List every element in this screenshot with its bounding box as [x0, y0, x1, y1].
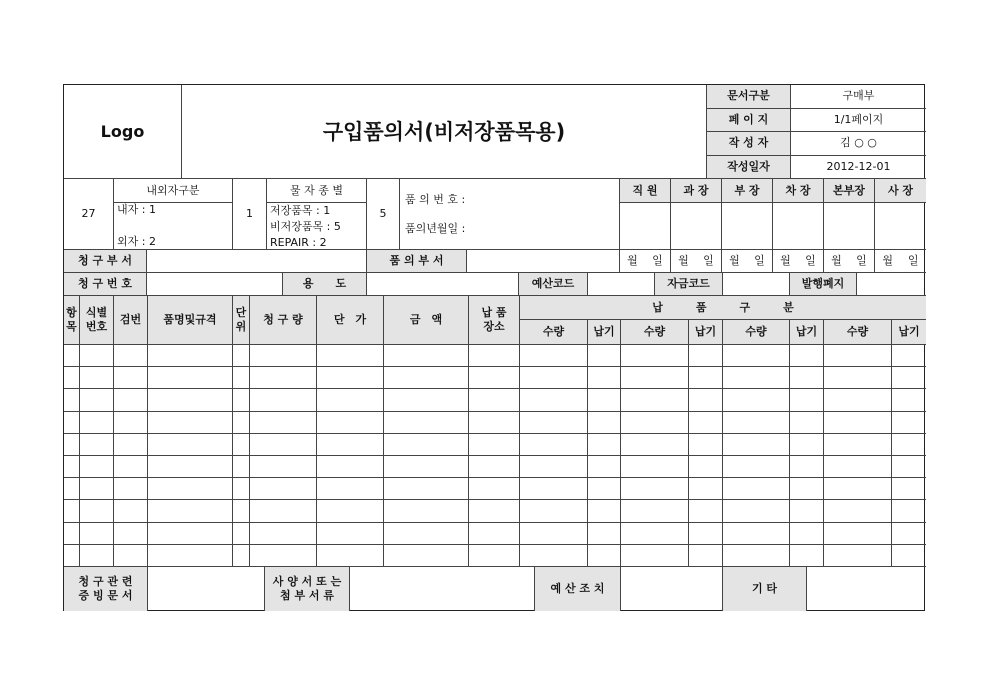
month-label: 월 — [678, 254, 689, 267]
approval-title-2: 부 장 — [722, 179, 773, 203]
table-cell[interactable] — [64, 389, 80, 411]
table-cell[interactable] — [689, 523, 723, 545]
table-cell[interactable] — [233, 367, 250, 389]
table-cell[interactable] — [64, 456, 80, 478]
table-cell[interactable] — [64, 345, 80, 367]
table-cell[interactable] — [148, 367, 233, 389]
table-cell[interactable] — [80, 345, 114, 367]
col-place: 납 품 장소 — [469, 296, 520, 345]
day-label: 일 — [856, 254, 867, 267]
stock-item-value: 저장품목 : 1 — [270, 204, 331, 217]
col-unit-price: 단 가 — [317, 296, 384, 345]
month-label: 월 — [882, 254, 894, 267]
table-cell[interactable] — [824, 500, 892, 522]
table-cell[interactable] — [723, 367, 790, 389]
table-cell[interactable] — [790, 345, 824, 367]
table-cell[interactable] — [80, 500, 114, 522]
table-cell[interactable] — [621, 545, 689, 567]
meta-label-1: 페 이 지 — [707, 109, 791, 133]
table-cell[interactable] — [723, 389, 790, 411]
material-type-label: 물 자 종 별 — [267, 179, 367, 203]
month-label: 월 — [627, 254, 638, 267]
table-cell[interactable] — [80, 523, 114, 545]
table-cell[interactable] — [588, 545, 621, 567]
table-cell[interactable] — [469, 478, 520, 500]
table-cell[interactable] — [469, 345, 520, 367]
table-cell[interactable] — [790, 478, 824, 500]
table-cell[interactable] — [317, 478, 384, 500]
table-cell[interactable] — [824, 345, 892, 367]
footer-docs-label: 청 구 관 련 증 빙 문 서 — [64, 567, 148, 611]
budget-code-label: 예산코드 — [519, 273, 588, 296]
footer-budget-label: 예 산 조 치 — [535, 567, 621, 611]
table-cell[interactable] — [790, 545, 824, 567]
table-cell[interactable] — [148, 500, 233, 522]
table-cell[interactable] — [824, 545, 892, 567]
request-dept-label: 청 구 부 서 — [64, 250, 147, 273]
table-cell[interactable] — [384, 412, 469, 434]
table-cell[interactable] — [588, 389, 621, 411]
approval-dept-value[interactable] — [467, 250, 620, 273]
footer-etc-value[interactable] — [807, 567, 926, 611]
footer-spec-value[interactable] — [350, 567, 535, 611]
table-cell[interactable] — [469, 412, 520, 434]
table-cell[interactable] — [469, 456, 520, 478]
internal-value: 내자 : 1 — [117, 203, 156, 216]
table-cell[interactable] — [689, 345, 723, 367]
table-cell[interactable] — [892, 367, 926, 389]
table-cell[interactable] — [892, 456, 926, 478]
table-cell[interactable] — [723, 345, 790, 367]
document-title: 구입품의서(비저장품목용) — [182, 85, 707, 179]
table-cell[interactable] — [892, 523, 926, 545]
approval-title-3: 차 장 — [773, 179, 824, 203]
fund-code-value[interactable] — [723, 273, 790, 296]
col-inspection: 검번 — [114, 296, 148, 345]
approval-sign-5[interactable] — [875, 203, 926, 250]
table-cell[interactable] — [469, 367, 520, 389]
budget-code-value[interactable] — [588, 273, 655, 296]
table-cell[interactable] — [114, 478, 148, 500]
table-cell[interactable] — [80, 456, 114, 478]
table-cell[interactable] — [384, 500, 469, 522]
approval-title-1: 과 장 — [671, 179, 722, 203]
table-cell[interactable] — [723, 412, 790, 434]
table-cell[interactable] — [621, 456, 689, 478]
approval-title-5: 사 장 — [875, 179, 926, 203]
request-no-label: 청 구 번 호 — [64, 273, 147, 296]
approval-date-5 — [875, 250, 926, 273]
table-cell[interactable] — [148, 412, 233, 434]
table-cell[interactable] — [588, 500, 621, 522]
meta-label-2: 작 성 자 — [707, 132, 791, 156]
col-id-no: 식별 번호 — [80, 296, 114, 345]
table-cell[interactable] — [790, 389, 824, 411]
table-cell[interactable] — [588, 523, 621, 545]
approval-dept-label: 품 의 부 서 — [367, 250, 467, 273]
table-cell[interactable] — [317, 545, 384, 567]
table-cell[interactable] — [80, 434, 114, 456]
table-cell[interactable] — [588, 434, 621, 456]
table-cell[interactable] — [689, 545, 723, 567]
table-cell[interactable] — [824, 389, 892, 411]
table-cell[interactable] — [80, 389, 114, 411]
table-cell[interactable] — [233, 545, 250, 567]
table-cell[interactable] — [250, 412, 317, 434]
table-cell[interactable] — [317, 345, 384, 367]
table-cell[interactable] — [148, 478, 233, 500]
table-cell[interactable] — [384, 523, 469, 545]
usage-label: 용 도 — [283, 273, 367, 296]
table-cell[interactable] — [520, 434, 588, 456]
table-cell[interactable] — [469, 500, 520, 522]
table-cell[interactable] — [469, 523, 520, 545]
approval-sign-4[interactable] — [824, 203, 875, 250]
purchase-request-form — [63, 84, 925, 611]
approval-sign-2[interactable] — [722, 203, 773, 250]
col-delivery-group: 납 품 구 분 — [520, 296, 926, 320]
approval-date-2 — [722, 250, 773, 273]
table-cell[interactable] — [250, 434, 317, 456]
table-cell[interactable] — [790, 456, 824, 478]
col-sub-qty: 수량 — [520, 320, 588, 345]
fund-code-label: 자금코드 — [655, 273, 723, 296]
table-cell[interactable] — [621, 500, 689, 522]
table-cell[interactable] — [520, 478, 588, 500]
col-unit: 단 위 — [233, 296, 250, 345]
request-dept-value[interactable] — [147, 250, 367, 273]
table-cell[interactable] — [317, 412, 384, 434]
table-cell[interactable] — [892, 434, 926, 456]
table-cell[interactable] — [250, 367, 317, 389]
table-cell[interactable] — [892, 389, 926, 411]
material-type-values — [267, 203, 367, 250]
table-cell[interactable] — [520, 412, 588, 434]
approval-date-1 — [671, 250, 722, 273]
table-cell[interactable] — [892, 500, 926, 522]
table-cell[interactable] — [64, 367, 80, 389]
table-cell[interactable] — [114, 389, 148, 411]
table-cell[interactable] — [250, 523, 317, 545]
table-cell[interactable] — [384, 456, 469, 478]
table-cell[interactable] — [317, 456, 384, 478]
table-cell[interactable] — [233, 434, 250, 456]
table-cell[interactable] — [520, 456, 588, 478]
meta-label-3: 작성일자 — [707, 156, 791, 180]
table-cell[interactable] — [689, 500, 723, 522]
table-cell[interactable] — [80, 478, 114, 500]
discard-value[interactable] — [857, 273, 926, 296]
day-label: 일 — [703, 254, 714, 267]
table-cell[interactable] — [723, 478, 790, 500]
day-label: 일 — [754, 254, 765, 267]
table-cell[interactable] — [384, 434, 469, 456]
table-cell[interactable] — [469, 434, 520, 456]
logo: Logo — [64, 85, 182, 179]
approval-number-date — [400, 179, 620, 250]
table-cell[interactable] — [621, 434, 689, 456]
table-cell[interactable] — [790, 412, 824, 434]
approval-date-4 — [824, 250, 875, 273]
footer-docs-value[interactable] — [148, 567, 265, 611]
table-cell[interactable] — [317, 500, 384, 522]
table-cell[interactable] — [80, 412, 114, 434]
table-cell[interactable] — [824, 478, 892, 500]
table-cell[interactable] — [233, 500, 250, 522]
table-cell[interactable] — [64, 523, 80, 545]
table-cell[interactable] — [233, 523, 250, 545]
count-material-type: 1 — [233, 179, 267, 250]
approval-sign-0[interactable] — [620, 203, 671, 250]
meta-value-2: 김 ○ ○ — [791, 132, 926, 156]
table-cell[interactable] — [520, 545, 588, 567]
table-cell[interactable] — [114, 456, 148, 478]
table-cell[interactable] — [384, 478, 469, 500]
table-cell[interactable] — [114, 345, 148, 367]
table-cell[interactable] — [469, 389, 520, 411]
table-cell[interactable] — [520, 367, 588, 389]
table-cell[interactable] — [689, 367, 723, 389]
approval-date-3 — [773, 250, 824, 273]
table-cell[interactable] — [588, 478, 621, 500]
approval-title-0: 직 원 — [620, 179, 671, 203]
table-cell[interactable] — [317, 389, 384, 411]
table-cell[interactable] — [317, 367, 384, 389]
table-cell[interactable] — [621, 389, 689, 411]
day-label: 일 — [805, 254, 816, 267]
table-cell[interactable] — [317, 434, 384, 456]
month-label: 월 — [729, 254, 740, 267]
col-sub-qty: 수량 — [621, 320, 689, 345]
table-cell[interactable] — [824, 367, 892, 389]
request-no-value[interactable] — [147, 273, 283, 296]
repair-value: REPAIR : 2 — [270, 236, 327, 249]
col-sub-qty: 수량 — [824, 320, 892, 345]
table-cell[interactable] — [621, 367, 689, 389]
table-cell[interactable] — [114, 412, 148, 434]
table-cell[interactable] — [520, 523, 588, 545]
table-cell[interactable] — [723, 545, 790, 567]
table-cell[interactable] — [80, 545, 114, 567]
table-cell[interactable] — [588, 367, 621, 389]
table-cell[interactable] — [148, 389, 233, 411]
meta-value-0: 구매부 — [791, 85, 926, 109]
table-cell[interactable] — [80, 367, 114, 389]
table-cell[interactable] — [723, 434, 790, 456]
col-sub-date: 납기 — [588, 320, 621, 345]
approval-sign-1[interactable] — [671, 203, 722, 250]
external-value: 외자 : 2 — [117, 235, 156, 248]
table-cell[interactable] — [317, 523, 384, 545]
meta-value-3: 2012-12-01 — [791, 156, 926, 180]
table-cell[interactable] — [250, 389, 317, 411]
table-cell[interactable] — [621, 412, 689, 434]
table-cell[interactable] — [233, 456, 250, 478]
footer-etc-label: 기 타 — [723, 567, 807, 611]
col-sub-qty: 수량 — [723, 320, 790, 345]
table-cell[interactable] — [588, 412, 621, 434]
meta-value-1: 1/1페이지 — [791, 109, 926, 133]
table-cell[interactable] — [723, 500, 790, 522]
table-cell[interactable] — [233, 412, 250, 434]
table-cell[interactable] — [384, 367, 469, 389]
col-sub-date: 납기 — [790, 320, 824, 345]
internal-external-values — [114, 203, 233, 250]
table-cell[interactable] — [723, 523, 790, 545]
approval-number-label: 품 의 번 호 : — [405, 192, 466, 206]
table-cell[interactable] — [148, 545, 233, 567]
table-cell[interactable] — [250, 345, 317, 367]
table-cell[interactable] — [384, 389, 469, 411]
meta-label-0: 문서구분 — [707, 85, 791, 109]
table-cell[interactable] — [892, 545, 926, 567]
table-cell[interactable] — [824, 456, 892, 478]
table-cell[interactable] — [520, 389, 588, 411]
col-qty: 청 구 량 — [250, 296, 317, 345]
table-cell[interactable] — [64, 500, 80, 522]
approval-title-4: 본부장 — [824, 179, 875, 203]
table-cell[interactable] — [250, 456, 317, 478]
table-cell[interactable] — [723, 456, 790, 478]
table-cell[interactable] — [384, 545, 469, 567]
day-label: 일 — [652, 254, 663, 267]
table-cell[interactable] — [588, 456, 621, 478]
table-cell[interactable] — [790, 434, 824, 456]
table-cell[interactable] — [689, 412, 723, 434]
approval-date-0 — [620, 250, 671, 273]
table-cell[interactable] — [520, 345, 588, 367]
col-sub-date: 납기 — [892, 320, 926, 345]
table-cell[interactable] — [621, 345, 689, 367]
count-internal-external: 27 — [64, 179, 114, 250]
table-cell[interactable] — [588, 345, 621, 367]
month-label: 월 — [831, 254, 842, 267]
table-cell[interactable] — [824, 412, 892, 434]
table-cell[interactable] — [824, 523, 892, 545]
table-cell[interactable] — [233, 389, 250, 411]
month-label: 월 — [780, 254, 791, 267]
table-cell[interactable] — [520, 500, 588, 522]
table-cell[interactable] — [148, 434, 233, 456]
table-cell[interactable] — [250, 500, 317, 522]
table-cell[interactable] — [114, 500, 148, 522]
table-cell[interactable] — [64, 478, 80, 500]
table-cell[interactable] — [790, 523, 824, 545]
table-cell[interactable] — [621, 523, 689, 545]
usage-value[interactable] — [367, 273, 519, 296]
table-cell[interactable] — [64, 434, 80, 456]
table-cell[interactable] — [689, 434, 723, 456]
table-cell[interactable] — [790, 500, 824, 522]
table-cell[interactable] — [148, 456, 233, 478]
table-cell[interactable] — [689, 478, 723, 500]
table-cell[interactable] — [250, 478, 317, 500]
day-label: 일 — [907, 254, 919, 267]
approval-sign-3[interactable] — [773, 203, 824, 250]
table-cell[interactable] — [689, 456, 723, 478]
table-cell[interactable] — [114, 523, 148, 545]
nonstock-item-value: 비저장품목 : 5 — [270, 220, 341, 233]
col-name-spec: 품명및규격 — [148, 296, 233, 345]
col-amount: 금 액 — [384, 296, 469, 345]
table-cell[interactable] — [892, 478, 926, 500]
discard-label: 발행폐지 — [790, 273, 857, 296]
table-cell[interactable] — [114, 545, 148, 567]
footer-budget-value[interactable] — [621, 567, 723, 611]
table-cell[interactable] — [689, 389, 723, 411]
table-cell[interactable] — [114, 434, 148, 456]
table-cell[interactable] — [892, 412, 926, 434]
table-cell[interactable] — [824, 434, 892, 456]
internal-external-label: 내외자구분 — [114, 179, 233, 203]
approval-date-label: 품의년월일 : — [405, 221, 466, 235]
table-cell[interactable] — [64, 412, 80, 434]
table-cell[interactable] — [892, 345, 926, 367]
table-cell[interactable] — [233, 478, 250, 500]
count-approval: 5 — [367, 179, 400, 250]
table-cell[interactable] — [384, 345, 469, 367]
table-cell[interactable] — [250, 545, 317, 567]
table-cell[interactable] — [621, 478, 689, 500]
table-cell[interactable] — [148, 523, 233, 545]
table-cell[interactable] — [114, 367, 148, 389]
table-cell[interactable] — [790, 367, 824, 389]
col-sub-date: 납기 — [689, 320, 723, 345]
table-cell[interactable] — [64, 545, 80, 567]
table-cell[interactable] — [233, 345, 250, 367]
table-cell[interactable] — [469, 545, 520, 567]
table-cell[interactable] — [148, 345, 233, 367]
col-item: 항 목 — [64, 296, 80, 345]
footer-spec-label: 사 양 서 또 는 첨 부 서 류 — [265, 567, 350, 611]
